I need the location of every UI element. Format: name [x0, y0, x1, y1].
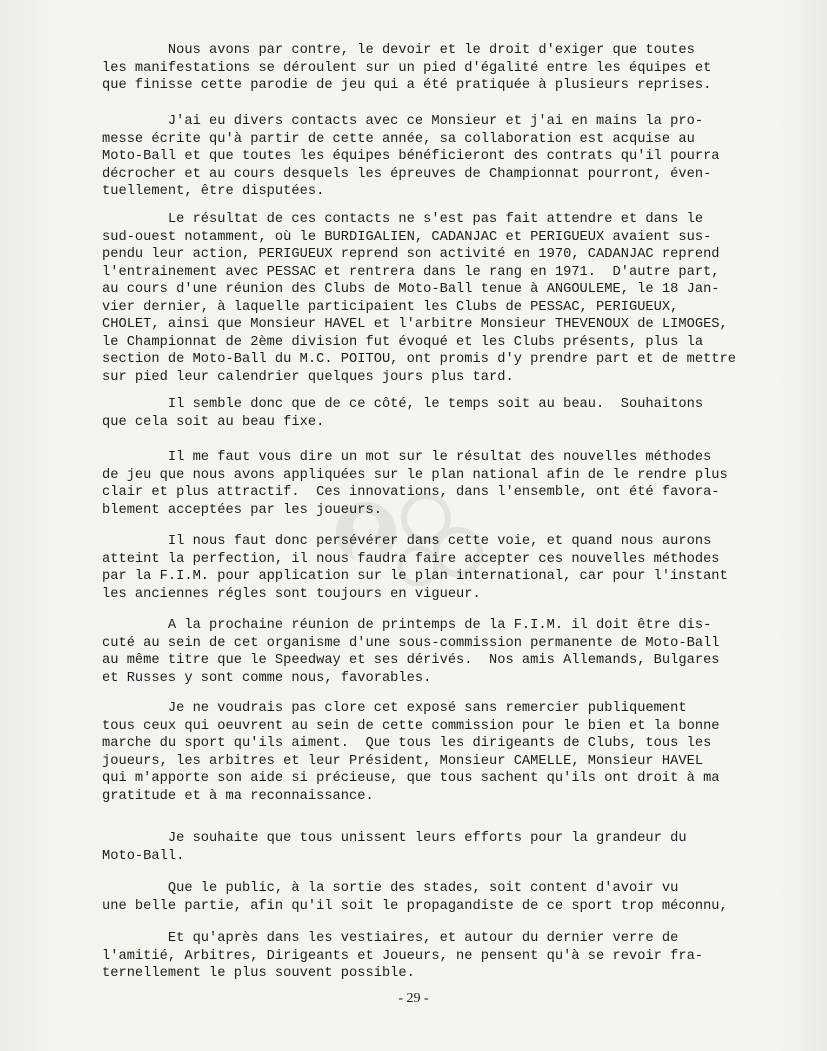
- text-line: au même titre que le Speedway et ses dérivés. Nos amis Allemands, Bulgares: [102, 653, 720, 668]
- text-line: joueurs, les arbitres et leur Président, Monsieur CAMELLE, Monsieur HAVEL: [102, 753, 704, 769]
- text-line: Moto-Ball.: [102, 848, 185, 864]
- text-line: messe écrite qu'à partir de cette année, sa collaboration est acquise au: [102, 131, 695, 147]
- text-line: tous ceux qui oeuvrent au sein de cette commission pour le bien et la bonne: [102, 718, 720, 734]
- paragraph-6: [102, 533, 762, 603]
- text-line: ternellement le plus souvent possible.: [102, 966, 415, 981]
- text-line: Il semble donc que de ce côté, le temps soit au beau. Souhaitons: [102, 397, 704, 412]
- text-line: par la F.I.M. pour application sur le plan international, car pour l'instant: [102, 569, 728, 584]
- text-line: gratitude et à ma reconnaissance.: [102, 788, 374, 804]
- text-line: Que le public, à la sortie des stades, soit content d'avoir vu: [102, 881, 679, 896]
- text-line: Je souhaite que tous unissent leurs efforts pour la grandeur du: [102, 831, 687, 846]
- paragraph-1: [102, 42, 762, 95]
- text-line: l'entrainement avec PESSAC et rentrera dans le rang en 1971. D'autre part,: [102, 264, 720, 280]
- paragraph-9: [102, 830, 762, 865]
- paragraph-2: [102, 113, 762, 201]
- text-line: que cela soit au beau fixe.: [102, 414, 325, 430]
- text-line: sur pied leur calendrier quelques jours plus tard.: [102, 369, 514, 385]
- text-line: l'amitié, Arbitres, Dirigeants et Joueurs, ne pensent qu'à se revoir fra-: [102, 948, 704, 964]
- text-line: clair et plus attractif. Ces innovations, dans l'ensemble, ont été favora-: [102, 485, 720, 500]
- text-line: Je ne voudrais pas clore cet exposé sans remercier publiquement: [102, 701, 687, 716]
- paragraph-4: [102, 396, 762, 431]
- paragraph-7: [102, 617, 762, 687]
- paragraph-5: [102, 449, 762, 519]
- text-line: cuté au sein de cet organisme d'une sous-commission permanente de Moto-Ball: [102, 635, 720, 651]
- text-line: au cours d'une réunion des Clubs de Moto-Ball tenue à ANGOULEME, le 18 Jan-: [102, 282, 720, 297]
- text-line: blement acceptées par les joueurs.: [102, 502, 382, 518]
- paragraph-3: [102, 211, 762, 386]
- text-line: Nous avons par contre, le devoir et le droit d'exiger que toutes: [102, 43, 695, 58]
- text-line: sud-ouest notamment, où le BURDIGALIEN, CADANJAC et PERIGUEUX avaient sus-: [102, 229, 712, 245]
- text-line: atteint la perfection, il nous faudra faire accepter ces nouvelles méthodes: [102, 551, 720, 567]
- text-line: vier dernier, à laquelle participaient les Clubs de PESSAC, PERIGUEUX,: [102, 299, 679, 315]
- text-line: tuellement, être disputées.: [102, 184, 325, 199]
- text-line: les manifestations se déroulent sur un pied d'égalité entre les équipes et: [102, 60, 712, 76]
- text-line: qui m'apporte son aide si précieuse, que tous sachent qu'ils ont droit à ma: [102, 771, 720, 786]
- text-line: pendu leur action, PERIGUEUX reprend son activité en 1970, CADANJAC reprend: [102, 247, 720, 262]
- text-line: Et qu'après dans les vestiaires, et autour du dernier verre de: [102, 931, 679, 946]
- text-line: CHOLET, ainsi que Monsieur HAVEL et l'arbitre Monsieur THEVENOUX de LIMOGES,: [102, 317, 728, 332]
- text-line: section de Moto-Ball du M.C. POITOU, ont promis d'y prendre part et de mettre: [102, 352, 737, 367]
- text-line: Le résultat de ces contacts ne s'est pas fait attendre et dans le: [102, 212, 704, 227]
- paragraph-11: [102, 930, 762, 983]
- text-line: que finisse cette parodie de jeu qui a été pratiquée à plusieurs reprises.: [102, 78, 712, 93]
- text-line: J'ai eu divers contacts avec ce Monsieur et j'ai en mains la pro-: [102, 114, 704, 129]
- text-line: une belle partie, afin qu'il soit le propagandiste de ce sport trop méconnu,: [102, 898, 728, 914]
- text-line: marche du sport qu'ils aiment. Que tous les dirigeants de Clubs, tous les: [102, 736, 712, 751]
- page-number: - 29 -: [398, 991, 429, 1006]
- text-line: A la prochaine réunion de printemps de la F.I.M. il doit être dis-: [102, 618, 712, 633]
- text-line: de jeu que nous avons appliquées sur le plan national afin de le rendre plus: [102, 467, 728, 483]
- text-line: le Championnat de 2ème division fut évoqué et les Clubs présents, plus la: [102, 334, 704, 350]
- text-line: les anciennes régles sont toujours en vigueur.: [102, 586, 481, 602]
- text-line: Il nous faut donc persévérer dans cette voie, et quand nous aurons: [102, 534, 712, 549]
- paragraph-10: [102, 880, 762, 915]
- text-line: Moto-Ball et que toutes les équipes bénéficieront des contrats qu'il pourra: [102, 149, 720, 164]
- paragraph-8: [102, 700, 762, 805]
- text-line: décrocher et au cours desquels les épreuves de Championnat pourront, éven-: [102, 166, 712, 182]
- text-line: et Russes y sont comme nous, favorables.: [102, 670, 432, 686]
- text-line: Il me faut vous dire un mot sur le résultat des nouvelles méthodes: [102, 450, 712, 465]
